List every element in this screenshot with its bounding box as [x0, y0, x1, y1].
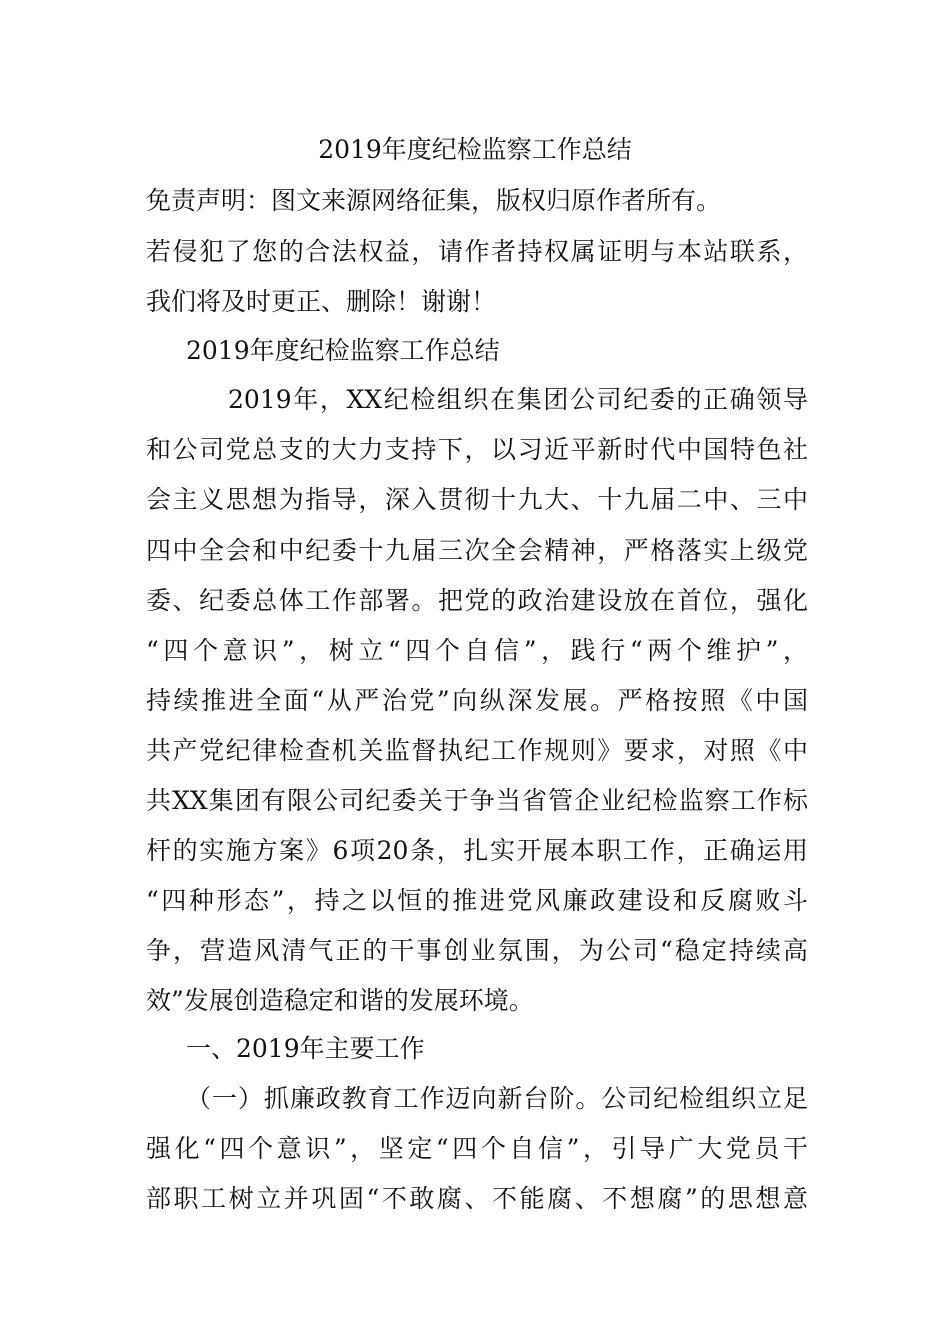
section1-line-3: 部职工树立并巩固“不敢腐、不能腐、不想腐”的思想意 [146, 1184, 808, 1213]
intro-line-10: 杆的实施方案》6项20条，扎实开展本职工作，正确运用 [146, 836, 808, 865]
intro-line-4: 四中全会和中纪委十九届三次全会精神，严格落实上级党 [146, 536, 808, 565]
disclaimer-line-1: 免责声明：图文来源网络征集，版权归原作者所有。 [146, 186, 722, 215]
disclaimer-line-3: 我们将及时更正、删除！谢谢！ [146, 287, 497, 316]
document-title: 2019年度纪检监察工作总结 [318, 135, 632, 164]
intro-line-6: “四个意识”，树立“四个自信”，践行“两个维护”， [146, 636, 808, 665]
intro-line-13: 效”发展创造稳定和谐的发展环境。 [146, 986, 534, 1015]
section1-line-1: （一）抓廉政教育工作迈向新台阶。公司纪检组织立足 [186, 1084, 808, 1113]
intro-line-5: 委、纪委总体工作部署。把党的政治建设放在首位，强化 [146, 586, 808, 615]
section-heading: 一、2019年主要工作 [186, 1034, 425, 1063]
disclaimer-line-2: 若侵犯了您的合法权益，请作者持权属证明与本站联系， [146, 237, 808, 266]
intro-line-7: 持续推进全面“从严治党”向纵深发展。严格按照《中国 [146, 686, 808, 715]
intro-line-2: 和公司党总支的大力支持下，以习近平新时代中国特色社 [146, 435, 808, 464]
section1-line-2: 强化“四个意识”，坚定“四个自信”，引导广大党员干 [146, 1134, 808, 1163]
intro-line-1: 2019年，XX纪检组织在集团公司纪委的正确领导 [228, 385, 808, 414]
intro-line-8: 共产党纪律检查机关监督执纪工作规则》要求，对照《中 [146, 736, 808, 765]
intro-line-9: 共XX集团有限公司纪委关于争当省管企业纪检监察工作标 [146, 786, 808, 815]
subtitle: 2019年度纪检监察工作总结 [186, 336, 500, 365]
intro-line-3: 会主义思想为指导，深入贯彻十九大、十九届二中、三中 [146, 485, 808, 514]
intro-line-11: “四种形态”，持之以恒的推进党风廉政建设和反腐败斗 [146, 886, 808, 915]
intro-line-12: 争，营造风清气正的干事创业氛围，为公司“稳定持续高 [146, 936, 808, 965]
